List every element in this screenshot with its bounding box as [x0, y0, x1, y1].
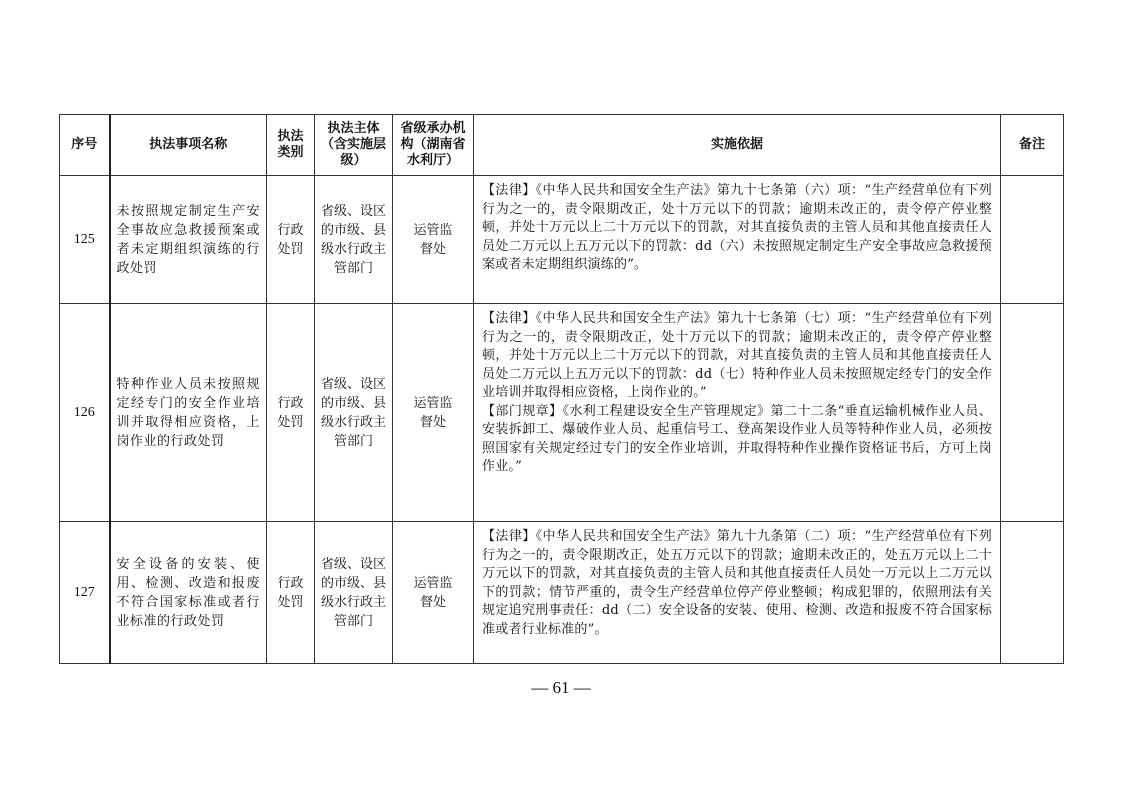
header-org: 省级承办机构（湖南省水利厅）	[393, 115, 474, 176]
header-type: 执法类别	[267, 115, 315, 176]
row-note	[1001, 304, 1064, 522]
header-basis: 实施依据	[474, 115, 1001, 176]
enforcement-items-table	[59, 114, 1064, 664]
row-name: 特种作业人员未按照规定经专门的安全作业培训并取得相应资格，上岗作业的行政处罚	[110, 304, 267, 522]
page-number: — 61 —	[531, 678, 591, 697]
row-basis	[474, 176, 1001, 304]
basis-paragraph: 【部门规章】《水利工程建设安全生产管理规定》第二十二条“垂直运输机械作业人员、安装拆卸工、爆破作业人员、起重信号工、登高架设作业人员等特种作业人员，必须按照国家有关规定经过专门的安全作业培训，并取得特种作业操作资格证书后，方可上岗作业。”	[482, 403, 992, 474]
row-no: 125	[60, 176, 110, 304]
basis-paragraph: 【法律】《中华人民共和国安全生产法》第九十九条第（二）项：“生产经营单位有下列行为之一的，责令限期改正，处五万元以下的罚款；逾期未改正的，处五万元以上二十万元以下的罚款，对其直接负责的主管人员和其他直接责任人员处一万元以上二万元以下的罚款；情节严重的，责令生产经营单位停产停业整顿；构成犯罪的，依照刑法有关规定追究刑事责任：dd（二）安全设备的安装、使用、检测、改造和报废不符合国家标准或者行业标准的”。	[482, 529, 992, 637]
row-org: 运管监督处	[393, 176, 474, 304]
row-type: 行政处罚	[267, 176, 315, 304]
table-row	[60, 176, 1064, 304]
row-note	[1001, 522, 1064, 664]
table-row	[60, 304, 1064, 522]
row-name: 未按照规定制定生产安全事故应急救援预案或者未定期组织演练的行政处罚	[110, 176, 267, 304]
header-name: 执法事项名称	[110, 115, 267, 176]
row-type: 行政处罚	[267, 304, 315, 522]
basis-paragraph: 【法律】《中华人民共和国安全生产法》第九十七条第（六）项：“生产经营单位有下列行为之一的，责令限期改正，处十万元以下的罚款；逾期未改正的，责令停产停业整顿，并处十万元以上二十万元以下的罚款，对其直接负责的主管人员和其他直接责任人员处二万元以上五万元以下的罚款：dd（六）未按照规定制定生产安全事故应急救援预案或者未定期组织演练的”。	[482, 183, 992, 272]
basis-paragraph: 【法律】《中华人民共和国安全生产法》第九十七条第（七）项：“生产经营单位有下列行为之一的，责令限期改正，处十万元以下的罚款；逾期未改正的，责令停产停业整顿，并处十万元以上二十万元以下的罚款，对其直接负责的主管人员和其他直接责任人员处二万元以上五万元以下的罚款：dd（七）特种作业人员未按照规定经专门的安全作业培训并取得相应资格，上岗作业的。”	[482, 311, 992, 400]
row-org: 运管监督处	[393, 522, 474, 664]
table-header-row	[60, 115, 1064, 176]
header-note: 备注	[1001, 115, 1064, 176]
row-basis	[474, 522, 1001, 664]
row-subject: 省级、设区的市级、县级水行政主管部门	[315, 176, 393, 304]
row-note	[1001, 176, 1064, 304]
row-no: 126	[60, 304, 110, 522]
row-basis	[474, 304, 1001, 522]
row-org: 运管监督处	[393, 304, 474, 522]
row-type: 行政处罚	[267, 522, 315, 664]
row-subject: 省级、设区的市级、县级水行政主管部门	[315, 522, 393, 664]
table-row	[60, 522, 1064, 664]
row-no: 127	[60, 522, 110, 664]
row-name: 安全设备的安装、使用、检测、改造和报废不符合国家标准或者行业标准的行政处罚	[110, 522, 267, 664]
row-subject: 省级、设区的市级、县级水行政主管部门	[315, 304, 393, 522]
header-subject: 执法主体（含实施层级）	[315, 115, 393, 176]
header-no: 序号	[60, 115, 110, 176]
